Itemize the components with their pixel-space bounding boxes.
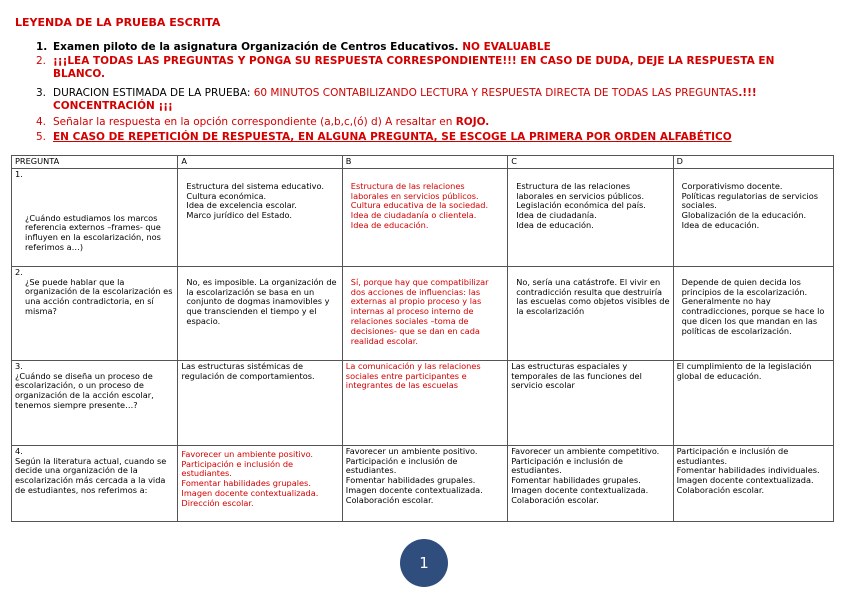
question-cell: [12, 445, 178, 521]
answer-text: Las estructuras espaciales y temporales de las funciones del servicio escolar: [511, 360, 642, 391]
answer-line: Fomentar habilidades grupales.: [511, 475, 641, 486]
table-row: [12, 360, 834, 445]
question-number: 1.: [15, 168, 23, 179]
answer-line: Globalización de la educación.: [681, 210, 807, 221]
column-header-b: B: [342, 156, 507, 169]
answer-line: Cultura económica.: [186, 190, 267, 201]
question-cell: [12, 168, 178, 266]
answer-cell-d: [673, 168, 833, 266]
answer-cell-b: [342, 266, 507, 360]
answer-cell-d: [673, 445, 833, 521]
answer-line: Estructura de las relaciones laborales en servicios públicos.: [350, 180, 479, 201]
question-number: 2.: [15, 266, 23, 277]
answer-line: Dirección escolar.: [181, 497, 254, 508]
answer-line: Favorecer un ambiente positivo.: [181, 448, 314, 459]
answer-cell-c: [508, 168, 673, 266]
answer-line: Idea de educación.: [350, 219, 429, 230]
answer-line: Idea de educación.: [516, 219, 594, 230]
answer-line: Participación e inclusión de estudiantes.: [676, 445, 789, 466]
instruction-text: ¡¡¡LEA TODAS LAS PREGUNTAS Y PONGA SU RESPUESTA CORRESPONDIENTE!!! EN CASO DE DUDA, DEJE LA RESPUESTA EN BLANCO.: [53, 55, 775, 80]
answer-line: Marco jurídico del Estado.: [186, 210, 292, 221]
answer-text: La comunicación y las relaciones sociales entre participantes e integrantes de las escuelas: [345, 360, 481, 391]
answer-cell-c: [508, 445, 673, 521]
question-cell: [12, 266, 178, 360]
answer-line: Participación e inclusión de estudiantes.: [511, 455, 623, 476]
instruction-highlight: ROJO.: [455, 116, 490, 128]
answer-line: Colaboración escolar.: [676, 484, 765, 495]
question-text: Según la literatura actual, cuando se decide una organización de la escolarización más cercada a la vida de estudiantes, nos referimos a:: [15, 455, 167, 495]
answer-cell-c: [508, 266, 673, 360]
answer-line: Corporativismo docente.: [681, 180, 783, 191]
answer-line: Imagen docente contextualizada.: [181, 487, 319, 498]
instruction-emphasis: .!!! CONCENTRACIÓN ¡¡¡: [53, 87, 757, 112]
table-header-row: [12, 156, 834, 169]
column-header-d: D: [673, 156, 833, 169]
instruction-text: DURACION ESTIMADA DE LA PRUEBA:: [53, 87, 254, 99]
instruction-number: 5.: [36, 131, 47, 143]
answer-line: Políticas regulatorias de servicios sociales.: [681, 190, 819, 211]
answer-line: Participación e inclusión de estudiantes.: [181, 458, 294, 479]
answer-line: Colaboración escolar.: [345, 494, 434, 505]
instruction-number: 1.: [36, 41, 48, 53]
question-text: ¿Cuándo estudiamos los marcos referencia externos –frames- que influyen en la escolarización, nos referimos a…): [25, 212, 161, 252]
answer-line: Favorecer un ambiente competitivo.: [511, 445, 660, 456]
instruction-highlight: 60 MINUTOS CONTABILIZANDO LECTURA Y RESPUESTA DIRECTA DE TODAS LAS PREGUNTAS: [253, 87, 739, 99]
answer-cell-a: [178, 360, 342, 445]
column-header-c: C: [508, 156, 673, 169]
answer-cell-d: [673, 266, 833, 360]
answer-cell-b: [342, 445, 507, 521]
answer-line: Fomentar habilidades individuales.: [676, 465, 820, 476]
answer-line: Fomentar habilidades grupales.: [345, 475, 476, 486]
page-title: LEYENDA DE LA PRUEBA ESCRITA: [15, 16, 221, 29]
instruction-highlight: NO EVALUABLE: [458, 41, 551, 53]
question-text: ¿Cuándo se diseña un proceso de escolarización, o un proceso de organización de la acción escolar, tenemos siempre presente…?: [15, 370, 154, 410]
answer-cell-b: [342, 168, 507, 266]
page-number-badge: 1: [400, 539, 448, 587]
question-number: 4.: [15, 445, 23, 456]
table-row: [12, 168, 834, 266]
question-text: ¿Se puede hablar que la organización de la escolarización es una acción contradictoria, en sí misma?: [25, 276, 173, 316]
table-row: [12, 266, 834, 360]
instruction-text: Señalar la respuesta en la opción correspondiente (a,b,c,(ó) d) A resaltar en: [53, 116, 456, 128]
answer-line: Colaboración escolar.: [511, 494, 599, 505]
answer-line: Cultura educativa de la sociedad.: [350, 200, 489, 211]
answer-line: Legislación económica del país.: [516, 200, 646, 211]
questions-table: [11, 155, 834, 522]
answer-text: El cumplimiento de la legislación global de educación.: [676, 360, 812, 381]
instruction-number: 2.: [36, 55, 47, 67]
answer-line: Idea de ciudadanía.: [516, 210, 597, 221]
answer-line: Idea de educación.: [681, 219, 760, 230]
answer-cell-a: [178, 445, 342, 521]
instruction-text: EN CASO DE REPETICIÓN DE RESPUESTA, EN ALGUNA PREGUNTA, SE ESCOGE LA PRIMERA POR ORDEN ALFABÉTICO: [53, 131, 732, 143]
instruction-text: Examen piloto de la asignatura Organización de Centros Educativos.: [53, 41, 459, 53]
answer-line: Favorecer un ambiente positivo.: [345, 445, 478, 456]
answer-cell-d: [673, 360, 833, 445]
question-cell: [12, 360, 178, 445]
column-header-pregunta: PREGUNTA: [12, 156, 178, 169]
answer-line: Idea de excelencia escolar.: [186, 200, 297, 211]
answer-cell-b: [342, 360, 507, 445]
answer-line: Idea de ciudadanía o clientela.: [350, 210, 477, 221]
answer-line: Fomentar habilidades grupales.: [181, 478, 311, 489]
answer-cell-a: [178, 168, 342, 266]
answer-cell-a: [178, 266, 342, 360]
answer-text: No, sería una catástrofe. El vivir en contradicción resulta que destruiría las escuelas como objetos visibles de la escolarización: [516, 276, 670, 317]
answer-text: Depende de quien decida los principios de la escolarización. Generalmente no hay contradicciones, porque se hace lo que dicen los que mandan en las políticas de escolarización.: [681, 276, 825, 336]
answer-line: Imagen docente contextualizada.: [676, 475, 814, 486]
table-row: [12, 445, 834, 521]
answer-text: No, es imposible. La organización de la escolarización se basa en un conjunto de dogmas inamovibles y que transcienden el tiempo y el espacio.: [186, 276, 337, 326]
column-header-a: A: [178, 156, 342, 169]
instruction-number: 3.: [36, 87, 47, 99]
answer-line: Imagen docente contextualizada.: [345, 484, 483, 495]
answer-text: Las estructuras sistémicas de regulación de comportamientos.: [181, 360, 315, 381]
question-number: 3.: [15, 360, 23, 371]
instruction-number: 4.: [36, 116, 47, 128]
answer-cell-c: [508, 360, 673, 445]
answer-line: Estructura del sistema educativo.: [186, 180, 324, 191]
answer-line: Participación e inclusión de estudiantes.: [345, 455, 458, 476]
answer-line: Imagen docente contextualizada.: [511, 484, 649, 495]
answer-text: Sí, porque hay que compatibilizar dos acciones de influencias: las externas al propio proceso y las internas al proceso interno de relaciones sociales –toma de decisiones- que se dan en cada realidad escolar.: [350, 276, 489, 346]
answer-line: Estructura de las relaciones laborales en servicios públicos.: [516, 180, 645, 201]
